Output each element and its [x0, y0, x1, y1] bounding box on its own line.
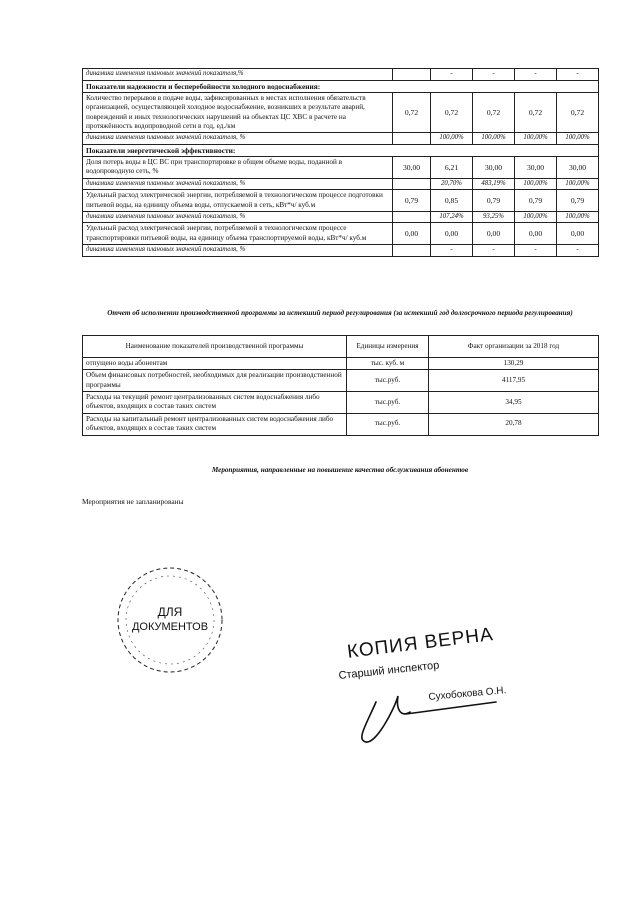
value-cell: 30,00: [515, 157, 557, 178]
row-label: Удельный расход электрической энергии, потребляемой в технологическом процессе подготовки питьевой воды, на единицу объема воды, отпускаемой в сеть, кВт*ч/ куб.м: [83, 190, 393, 211]
unit-cell: тыс. куб. м: [347, 358, 429, 370]
value-cell: -: [557, 69, 599, 81]
section-header-row: [83, 80, 599, 92]
value-cell: 100,00%: [431, 133, 473, 145]
indicator-row: [83, 157, 599, 178]
unit-cell: тыс.руб.: [347, 392, 429, 414]
fact-value-cell: 4117,95: [429, 370, 599, 392]
row-label: Доля потерь воды в ЦС ВС при транспортировке в общем объеме воды, поданной в водопроводную сеть, %: [83, 157, 393, 178]
dynamics-row: [83, 178, 599, 190]
value-cell: 0,00: [473, 223, 515, 244]
table-row: [83, 413, 599, 435]
value-cell: [393, 178, 431, 190]
value-cell: 30,00: [393, 157, 431, 178]
column-header: Единицы измерения: [347, 336, 429, 358]
value-cell: -: [557, 244, 599, 256]
unit-cell: тыс.руб.: [347, 370, 429, 392]
dynamics-row: [83, 69, 599, 81]
value-cell: 0,00: [557, 223, 599, 244]
inspector-position: Старший инспектор: [338, 659, 440, 682]
dynamics-row: [83, 244, 599, 256]
table-row: [83, 392, 599, 414]
value-cell: 0,00: [431, 223, 473, 244]
production-program-table: [82, 335, 599, 436]
value-cell: 0,72: [431, 93, 473, 133]
value-cell: 100,00%: [473, 133, 515, 145]
value-cell: -: [473, 69, 515, 81]
value-cell: 0,72: [515, 93, 557, 133]
value-cell: [393, 244, 431, 256]
table-row: [83, 370, 599, 392]
dynamics-row: [83, 211, 599, 223]
row-label: Показатели надежности и бесперебойности холодного водоснабжения:: [83, 80, 599, 92]
stamp-line-1: ДЛЯ: [157, 605, 183, 619]
certification-stamp: [336, 624, 526, 750]
indicator-row: [83, 190, 599, 211]
value-cell: 0,00: [393, 223, 431, 244]
row-label: динамика изменения плановых значений показателя, %: [83, 178, 393, 190]
value-cell: 100,00%: [515, 133, 557, 145]
row-label: динамика изменения плановых значений показателя, %: [83, 244, 393, 256]
value-cell: 100,00%: [515, 178, 557, 190]
value-cell: 6,21: [431, 157, 473, 178]
indicator-name-cell: Объем финансовых потребностей, необходимых для реализации производственной программы: [83, 370, 347, 392]
value-cell: 100,00%: [557, 133, 599, 145]
column-header: Факт организации за 2018 год: [429, 336, 599, 358]
value-cell: 30,00: [557, 157, 599, 178]
table-header-row: [83, 336, 599, 358]
value-cell: 0,79: [393, 190, 431, 211]
value-cell: -: [515, 244, 557, 256]
indicator-row: [83, 223, 599, 244]
indicator-name-cell: Расходы на капитальный ремонт централизованных систем водоснабжения либо объектов, входящих в состав таких систем: [83, 413, 347, 435]
indicator-name-cell: Расходы на текущий ремонт централизованных систем водоснабжения либо объектов, входящих в состав таких систем: [83, 392, 347, 414]
value-cell: 483,19%: [473, 178, 515, 190]
inspector-name: Сухобокова О.Н.: [428, 685, 507, 703]
value-cell: 0,85: [431, 190, 473, 211]
measures-text: Мероприятия не запланированы: [82, 497, 184, 506]
row-label: динамика изменения плановых значений показателя, %: [83, 133, 393, 145]
value-cell: [393, 211, 431, 223]
value-cell: [393, 69, 431, 81]
row-label: динамика изменения плановых значений показателя, %: [83, 211, 393, 223]
indicators-table: [82, 68, 599, 257]
section-header-row: [83, 144, 599, 156]
row-label: Количество перерывов в подаче воды, зафиксированных в местах исполнения обязательств организацией, осуществляющей холодное водоснабжение, возникших в результате аварий, повреждений и иных технологических нарушений на объектах ЦС ХВС в расчете на протяжённость водопроводной сети в год, ед./км: [83, 93, 393, 133]
value-cell: -: [431, 69, 473, 81]
fact-value-cell: 34,95: [429, 392, 599, 414]
value-cell: 93,25%: [473, 211, 515, 223]
table-row: [83, 358, 599, 370]
value-cell: 20,70%: [431, 178, 473, 190]
stamp: [110, 560, 230, 680]
value-cell: 100,00%: [515, 211, 557, 223]
value-cell: [393, 133, 431, 145]
unit-cell: тыс.руб.: [347, 413, 429, 435]
copy-certified-label: КОПИЯ ВЕРНА: [346, 624, 495, 663]
row-label: динамика изменения плановых значений показателя,%: [83, 69, 393, 81]
measures-title: Мероприятия, направленные на повышение качества обслуживания абонентов: [211, 466, 469, 474]
value-cell: 100,00%: [557, 211, 599, 223]
value-cell: 0,79: [557, 190, 599, 211]
value-cell: 107,24%: [431, 211, 473, 223]
indicator-row: [83, 93, 599, 133]
dynamics-row: [83, 133, 599, 145]
indicator-name-cell: отпущено воды абонентам: [83, 358, 347, 370]
fact-value-cell: 20,78: [429, 413, 599, 435]
value-cell: 30,00: [473, 157, 515, 178]
value-cell: 0,79: [473, 190, 515, 211]
report-title: Отчет об исполнении производственной программы за истекший период регулирования (за истекший год долгосрочного периода регулирования): [107, 309, 573, 317]
fact-value-cell: 130,29: [429, 358, 599, 370]
row-label: Удельный расход электрической энергии, потребляемой в технологическом процессе транспортировки питьевой воды, на единицу объема транспортируемой воды, кВт*ч/ куб.м: [83, 223, 393, 244]
value-cell: 100,00%: [557, 178, 599, 190]
value-cell: 0,72: [473, 93, 515, 133]
value-cell: -: [515, 69, 557, 81]
value-cell: 0,00: [515, 223, 557, 244]
value-cell: 0,72: [557, 93, 599, 133]
value-cell: -: [473, 244, 515, 256]
value-cell: -: [431, 244, 473, 256]
value-cell: 0,79: [515, 190, 557, 211]
stamp-line-2: ДОКУМЕНТОВ: [131, 621, 209, 633]
value-cell: 0,72: [393, 93, 431, 133]
row-label: Показатели энергетической эффективности:: [83, 144, 599, 156]
column-header: Наименование показателей производственной программы: [83, 336, 347, 358]
